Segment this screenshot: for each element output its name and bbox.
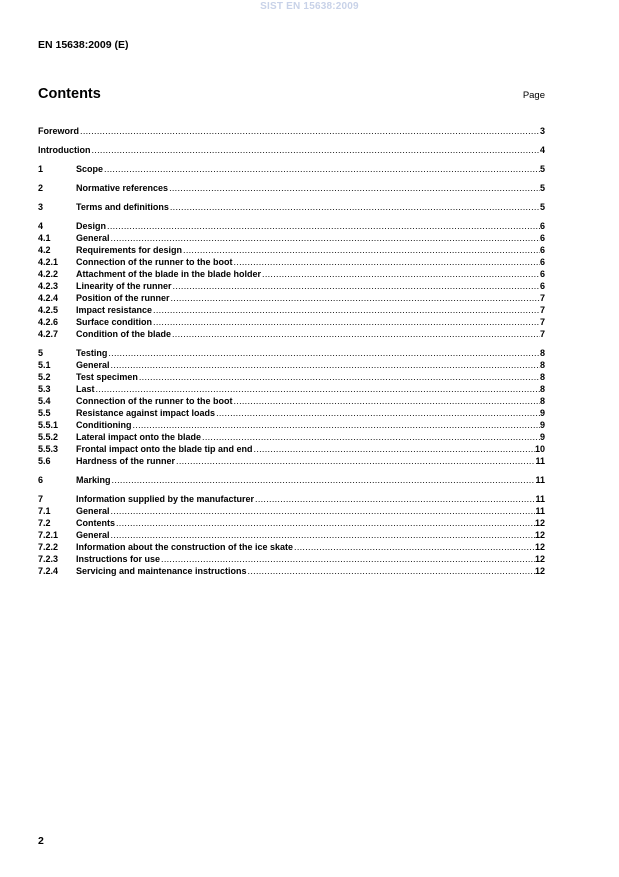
toc-entry-number: 4.2.4	[38, 293, 59, 303]
toc-entry[interactable]	[38, 455, 545, 467]
toc-entry-number: 4.2.6	[38, 317, 59, 327]
toc-entry-title: Normative references	[76, 183, 169, 193]
toc-leader-dots	[215, 407, 540, 419]
toc-entry[interactable]	[38, 163, 545, 175]
toc-entry-page: 11	[535, 475, 545, 485]
toc-entry[interactable]	[38, 316, 545, 328]
toc-entry[interactable]	[38, 268, 545, 280]
page-column-label: Page	[522, 90, 545, 101]
toc-entry-page: 6	[539, 269, 545, 279]
toc-entry-title: Information about the construction of the ice skate	[76, 542, 294, 552]
toc-entry[interactable]	[38, 505, 545, 517]
toc-leader-dots	[169, 201, 540, 213]
toc-leader-dots	[170, 292, 540, 304]
toc-leader-dots	[110, 232, 540, 244]
toc-entry-page: 9	[539, 408, 545, 418]
toc-entry-page: 8	[539, 360, 545, 370]
toc-entry-title: Marking	[76, 475, 111, 485]
toc-entry[interactable]	[38, 182, 545, 194]
toc-entry-number: 4.2.3	[38, 281, 59, 291]
toc-entry-page: 12	[534, 530, 545, 540]
toc-entry[interactable]	[38, 517, 545, 529]
toc-entry[interactable]	[38, 493, 545, 505]
toc-entry-number: 4	[38, 221, 44, 231]
toc-entry[interactable]	[38, 383, 545, 395]
page-title: Contents	[38, 86, 101, 102]
toc-entry-title: Scope	[76, 164, 104, 174]
toc-entry[interactable]	[38, 144, 545, 156]
toc-entry-number: 5.6	[38, 456, 51, 466]
toc-entry-page: 12	[534, 542, 545, 552]
toc-entry[interactable]	[38, 304, 545, 316]
toc-entry-page: 12	[534, 518, 545, 528]
toc-leader-dots	[110, 359, 540, 371]
table-of-contents	[38, 125, 545, 577]
toc-entry-number: 2	[38, 183, 44, 193]
toc-entry[interactable]	[38, 553, 545, 565]
toc-leader-dots	[107, 347, 540, 359]
toc-entry-page: 6	[539, 257, 545, 267]
toc-leader-dots	[110, 529, 535, 541]
toc-entry-page: 6	[539, 233, 545, 243]
toc-entry-title: Hardness of the runner	[76, 456, 176, 466]
toc-entry-page: 8	[539, 372, 545, 382]
toc-leader-dots	[201, 431, 540, 443]
toc-entry-page: 9	[539, 432, 545, 442]
toc-entry-page: 12	[534, 554, 545, 564]
toc-entry-number: 1	[38, 164, 44, 174]
toc-entry[interactable]	[38, 232, 545, 244]
toc-entry-title: Lateral impact onto the blade	[76, 432, 202, 442]
toc-entry-title: Terms and definitions	[76, 202, 169, 212]
toc-entry-number: 4.1	[38, 233, 51, 243]
toc-entry-number: 5.2	[38, 372, 51, 382]
document-id: EN 15638:2009 (E)	[38, 39, 129, 51]
toc-leader-dots	[175, 455, 535, 467]
toc-entry-number: 5.5.3	[38, 444, 59, 454]
toc-entry-page: 6	[539, 281, 545, 291]
toc-entry-page: 12	[534, 566, 545, 576]
toc-leader-dots	[168, 182, 540, 194]
toc-leader-dots	[232, 395, 540, 407]
toc-entry-page: 8	[539, 348, 545, 358]
toc-leader-dots	[172, 280, 540, 292]
toc-entry-page: 10	[534, 444, 545, 454]
toc-entry-page: 5	[539, 202, 545, 212]
toc-entry-page: 7	[539, 317, 545, 327]
toc-entry[interactable]	[38, 359, 545, 371]
toc-entry[interactable]	[38, 474, 545, 486]
toc-entry-page: 3	[539, 126, 545, 136]
toc-entry-page: 7	[539, 329, 545, 339]
toc-entry-title: Requirements for design	[76, 245, 183, 255]
toc-entry-number: 4.2.5	[38, 305, 59, 315]
toc-entry-number: 4.2.2	[38, 269, 59, 279]
toc-entry-number: 6	[38, 475, 44, 485]
toc-leader-dots	[79, 125, 540, 137]
toc-entry-number: 5.4	[38, 396, 51, 406]
toc-entry-title: Introduction	[38, 145, 91, 155]
toc-entry-number: 4.2.1	[38, 257, 59, 267]
toc-entry-page: 11	[535, 456, 545, 466]
toc-entry-page: 11	[535, 506, 545, 516]
toc-leader-dots	[293, 541, 535, 553]
toc-entry-title: Test specimen	[76, 372, 138, 382]
toc-entry[interactable]	[38, 443, 545, 455]
toc-entry[interactable]	[38, 529, 545, 541]
toc-entry-title: Frontal impact onto the blade tip and end	[76, 444, 253, 454]
page-number: 2	[38, 835, 44, 847]
toc-entry-number: 5.5.2	[38, 432, 59, 442]
toc-leader-dots	[182, 244, 540, 256]
toc-entry-page: 9	[539, 420, 545, 430]
toc-leader-dots	[171, 328, 540, 340]
toc-entry-number: 5	[38, 348, 44, 358]
toc-entry-page: 6	[539, 221, 545, 231]
watermark: SIST EN 15638:2009	[260, 1, 359, 12]
toc-entry-title: Design	[76, 221, 107, 231]
toc-entry-number: 7.2.2	[38, 542, 59, 552]
toc-entry-number: 5.5	[38, 408, 51, 418]
toc-leader-dots	[91, 144, 540, 156]
toc-entry-title: General	[76, 530, 110, 540]
toc-entry-title: Condition of the blade	[76, 329, 171, 339]
toc-entry[interactable]	[38, 244, 545, 256]
toc-entry[interactable]	[38, 125, 545, 137]
toc-entry-number: 7.1	[38, 506, 51, 516]
toc-entry[interactable]	[38, 220, 545, 232]
toc-entry-number: 4.2.7	[38, 329, 59, 339]
toc-leader-dots	[95, 383, 540, 395]
toc-entry-page: 7	[539, 293, 545, 303]
toc-entry[interactable]	[38, 565, 545, 577]
toc-entry-title: Last	[76, 384, 95, 394]
toc-entry-title: Surface condition	[76, 317, 153, 327]
toc-entry[interactable]	[38, 371, 545, 383]
toc-entry-title: Servicing and maintenance instructions	[76, 566, 247, 576]
toc-entry-title: General	[76, 506, 110, 516]
toc-leader-dots	[261, 268, 540, 280]
toc-entry-page: 11	[535, 494, 545, 504]
toc-entry-title: Connection of the runner to the boot	[76, 257, 233, 267]
toc-entry-title: Testing	[76, 348, 108, 358]
toc-entry-number: 5.5.1	[38, 420, 59, 430]
toc-entry-number: 4.2	[38, 245, 51, 255]
toc-entry[interactable]	[38, 541, 545, 553]
toc-entry[interactable]	[38, 431, 545, 443]
toc-entry-page: 8	[539, 396, 545, 406]
toc-entry[interactable]	[38, 419, 545, 431]
toc-entry[interactable]	[38, 292, 545, 304]
toc-entry-title: Foreword	[38, 126, 80, 136]
toc-leader-dots	[232, 256, 540, 268]
toc-leader-dots	[115, 517, 535, 529]
toc-entry-title: Linearity of the runner	[76, 281, 172, 291]
toc-leader-dots	[254, 493, 535, 505]
toc-entry[interactable]	[38, 280, 545, 292]
toc-leader-dots	[138, 371, 540, 383]
toc-entry-number: 7	[38, 494, 44, 504]
toc-entry-title: Connection of the runner to the boot	[76, 396, 233, 406]
toc-entry[interactable]	[38, 347, 545, 359]
toc-entry-page: 6	[539, 245, 545, 255]
toc-entry-title: Position of the runner	[76, 293, 170, 303]
toc-leader-dots	[131, 419, 540, 431]
toc-leader-dots	[103, 163, 540, 175]
toc-entry[interactable]	[38, 328, 545, 340]
toc-entry-number: 7.2.1	[38, 530, 59, 540]
toc-entry-title: Attachment of the blade in the blade holder	[76, 269, 262, 279]
toc-leader-dots	[152, 304, 540, 316]
toc-entry[interactable]	[38, 395, 545, 407]
toc-leader-dots	[111, 474, 536, 486]
toc-leader-dots	[152, 316, 540, 328]
toc-entry-number: 7.2	[38, 518, 51, 528]
toc-leader-dots	[110, 505, 536, 517]
toc-entry-title: Contents	[76, 518, 115, 528]
toc-entry-page: 4	[539, 145, 545, 155]
toc-entry-title: General	[76, 360, 110, 370]
toc-entry-title: Instructions for use	[76, 554, 161, 564]
toc-entry-number: 5.3	[38, 384, 51, 394]
toc-entry-title: Conditioning	[76, 420, 132, 430]
toc-entry-number: 3	[38, 202, 44, 212]
toc-entry-page: 5	[539, 183, 545, 193]
toc-leader-dots	[160, 553, 535, 565]
toc-entry-page: 5	[539, 164, 545, 174]
toc-entry-number: 5.1	[38, 360, 51, 370]
toc-entry[interactable]	[38, 201, 545, 213]
toc-entry-page: 8	[539, 384, 545, 394]
toc-entry[interactable]	[38, 407, 545, 419]
toc-entry-page: 7	[539, 305, 545, 315]
toc-leader-dots	[247, 565, 535, 577]
toc-entry-number: 7.2.3	[38, 554, 59, 564]
toc-leader-dots	[106, 220, 540, 232]
toc-entry[interactable]	[38, 256, 545, 268]
toc-entry-number: 7.2.4	[38, 566, 59, 576]
toc-entry-title: Resistance against impact loads	[76, 408, 216, 418]
toc-entry-title: Information supplied by the manufacturer	[76, 494, 255, 504]
toc-leader-dots	[253, 443, 535, 455]
toc-entry-title: Impact resistance	[76, 305, 153, 315]
toc-entry-title: General	[76, 233, 110, 243]
